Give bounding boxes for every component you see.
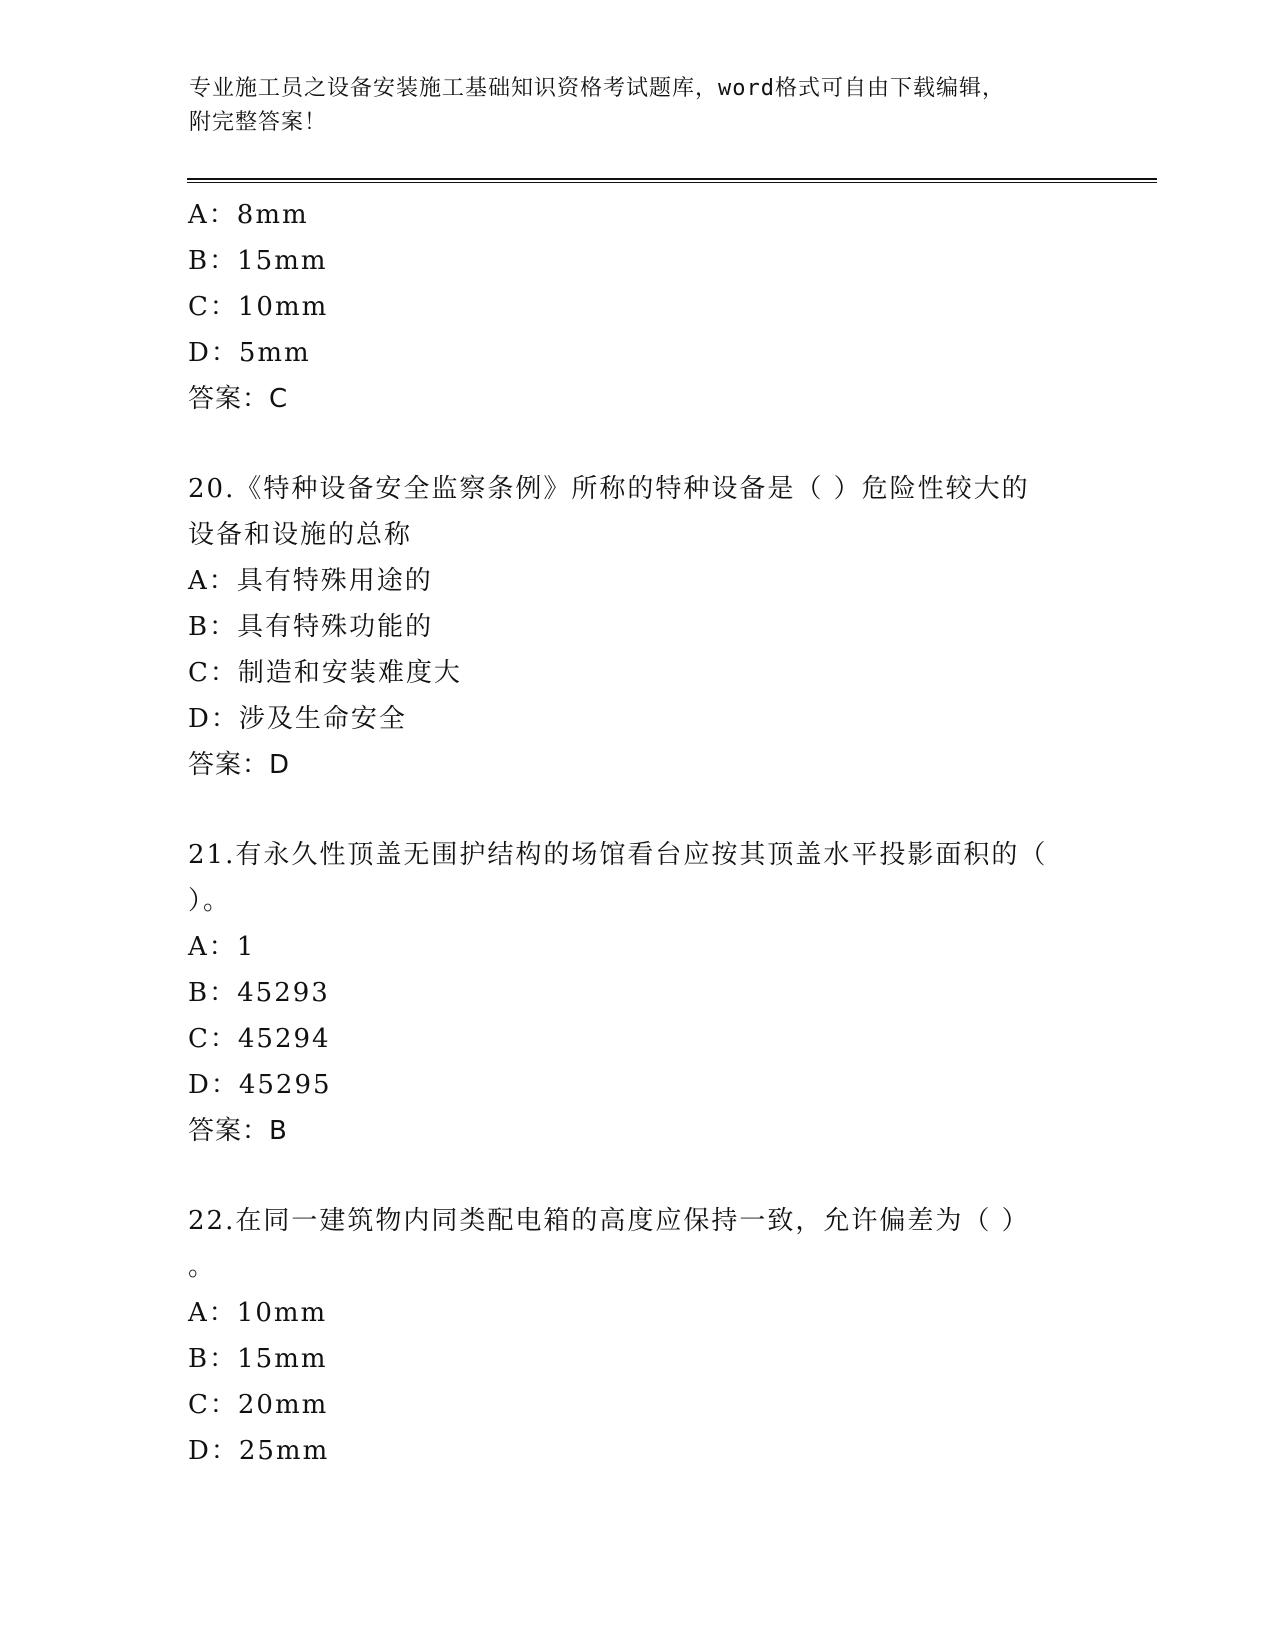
option-b: B：具有特殊功能的 bbox=[188, 612, 434, 642]
option-c: C：45294 bbox=[188, 1024, 331, 1054]
spacer bbox=[188, 422, 1088, 466]
question-stem-line-1: 21.有永久性顶盖无围护结构的场馆看台应按其顶盖水平投影面积的（ bbox=[188, 840, 1048, 870]
option-c: C：10mm bbox=[188, 292, 329, 322]
option-c: C：制造和安装难度大 bbox=[188, 658, 462, 688]
spacer bbox=[188, 788, 1088, 832]
option-a: A：10mm bbox=[188, 1298, 328, 1328]
question-stem-line-2: 设备和设施的总称 bbox=[188, 520, 413, 550]
question-stem-line-1: 22.在同一建筑物内同类配电箱的高度应保持一致，允许偏差为（ ） bbox=[188, 1206, 1030, 1236]
option-b: B：45293 bbox=[188, 978, 330, 1008]
answer-line: 答案：D bbox=[188, 750, 291, 780]
question-22 bbox=[188, 1198, 1088, 1474]
option-a: A：8mm bbox=[188, 200, 309, 230]
answer-line: 答案：C bbox=[188, 384, 289, 414]
option-d: D：45295 bbox=[188, 1070, 332, 1100]
option-b: B：15mm bbox=[188, 1344, 328, 1374]
answer-line: 答案：B bbox=[188, 1116, 288, 1146]
spacer bbox=[188, 1154, 1088, 1198]
question-stem-line-1: 20.《特种设备安全监察条例》所称的特种设备是（ ）危险性较大的 bbox=[188, 474, 1030, 504]
option-d: D：25mm bbox=[188, 1436, 330, 1466]
option-d: D：5mm bbox=[188, 338, 311, 368]
option-a: A：1 bbox=[188, 932, 256, 962]
question-19 bbox=[188, 192, 1088, 422]
header-title-line-1: 专业施工员之设备安装施工基础知识资格考试题库，word格式可自由下载编辑， bbox=[189, 76, 1005, 101]
document-header bbox=[189, 72, 1149, 140]
option-d: D：涉及生命安全 bbox=[188, 704, 407, 734]
question-20 bbox=[188, 466, 1088, 788]
question-stem-line-2: 。 bbox=[188, 1252, 217, 1282]
option-c: C：20mm bbox=[188, 1390, 329, 1420]
question-list bbox=[188, 192, 1088, 1474]
header-divider bbox=[187, 178, 1157, 183]
option-b: B：15mm bbox=[188, 246, 328, 276]
question-21 bbox=[188, 832, 1088, 1154]
option-a: A：具有特殊用途的 bbox=[188, 566, 433, 596]
header-title-line-2: 附完整答案！ bbox=[189, 110, 328, 135]
question-stem-line-2: ）。 bbox=[188, 886, 232, 916]
